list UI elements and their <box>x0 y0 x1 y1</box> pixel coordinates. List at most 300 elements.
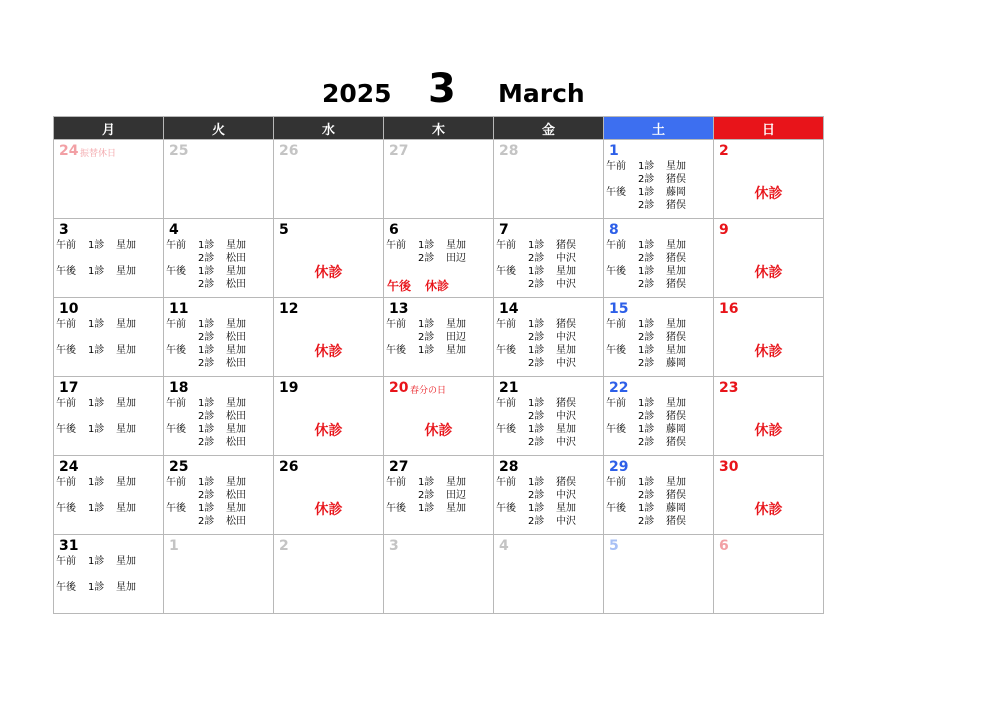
schedule-line <box>166 397 246 410</box>
doctor-schedule <box>496 318 576 370</box>
day-cell <box>384 219 494 298</box>
consultation-room: 1診 <box>88 582 105 593</box>
consultation-room: 2診 <box>528 332 545 343</box>
day-cell <box>274 219 384 298</box>
session-period: 午前 <box>606 161 626 172</box>
day-number: 26 <box>279 459 299 475</box>
consultation-room: 1診 <box>638 161 655 172</box>
weekday-tue: 火 <box>164 117 274 140</box>
weekday-sat: 土 <box>604 117 714 140</box>
session-period: 午前 <box>496 477 516 488</box>
day-cell <box>494 456 604 535</box>
session-period: 午前 <box>386 240 406 251</box>
doctor-schedule <box>386 318 466 357</box>
doctor-name: 中沢 <box>556 516 576 527</box>
calendar-title <box>0 62 1000 122</box>
schedule-line <box>166 489 246 502</box>
schedule-line <box>166 502 246 515</box>
consultation-room: 1診 <box>88 240 105 251</box>
doctor-name: 松田 <box>226 437 246 448</box>
doctor-name: 星加 <box>666 477 686 488</box>
doctor-name: 中沢 <box>556 437 576 448</box>
session-period <box>166 357 198 370</box>
doctor-name: 松田 <box>226 411 246 422</box>
schedule-line <box>606 173 686 186</box>
doctor-schedule <box>606 239 686 291</box>
schedule-line <box>606 199 686 212</box>
weekday-mon: 月 <box>54 117 164 140</box>
schedule-line <box>496 489 576 502</box>
doctor-name: 星加 <box>116 556 136 567</box>
consultation-room: 1診 <box>528 503 545 514</box>
closed-label: 休診 <box>424 423 453 439</box>
session-period: 午後 <box>56 266 76 277</box>
day-cell <box>274 140 384 219</box>
afternoon-closed <box>387 277 449 294</box>
schedule-line <box>166 265 246 278</box>
session-period <box>166 489 198 502</box>
session-period: 午後 <box>56 345 76 356</box>
doctor-name: 星加 <box>226 345 246 356</box>
session-period <box>606 436 638 449</box>
day-cell <box>54 298 164 377</box>
day-cell <box>54 456 164 535</box>
doctor-name: 星加 <box>446 345 466 356</box>
day-number: 25 <box>169 459 189 475</box>
day-cell <box>494 298 604 377</box>
consultation-room: 2診 <box>528 516 545 527</box>
schedule-line <box>56 318 136 331</box>
doctor-name: 猪俣 <box>666 332 686 343</box>
consultation-room: 2診 <box>528 411 545 422</box>
holiday-name: 振替休日 <box>80 149 117 159</box>
doctor-name: 星加 <box>116 266 136 277</box>
day-number: 1 <box>609 143 619 159</box>
day-cell <box>384 140 494 219</box>
day-number: 26 <box>279 143 299 159</box>
consultation-room: 1診 <box>638 503 655 514</box>
day-cell <box>494 140 604 219</box>
schedule-line <box>496 318 576 331</box>
day-number: 10 <box>59 301 79 317</box>
session-period: 午後 <box>166 266 186 277</box>
day-cell <box>604 298 714 377</box>
doctor-schedule <box>56 397 136 436</box>
doctor-name: 猪俣 <box>556 477 576 488</box>
doctor-schedule <box>166 476 246 528</box>
day-number: 1 <box>169 538 179 554</box>
day-number: 3 <box>59 222 69 238</box>
consultation-room: 2診 <box>418 253 435 264</box>
session-period <box>606 278 638 291</box>
schedule-line <box>496 278 576 291</box>
consultation-room: 2診 <box>638 516 655 527</box>
day-number: 3 <box>389 538 399 554</box>
session-period: 午前 <box>386 477 406 488</box>
session-period: 午後 <box>606 266 626 277</box>
consultation-room: 2診 <box>198 253 215 264</box>
schedule-line <box>386 489 466 502</box>
schedule-line <box>496 410 576 423</box>
session-period: 午後 <box>606 424 626 435</box>
day-cell <box>54 140 164 219</box>
session-period <box>606 173 638 186</box>
consultation-room: 2診 <box>198 437 215 448</box>
session-period <box>496 410 528 423</box>
title-year: 2025 <box>322 79 392 108</box>
schedule-line <box>386 344 466 357</box>
day-number: 24 <box>59 459 79 475</box>
doctor-name: 星加 <box>446 503 466 514</box>
doctor-schedule <box>606 476 686 528</box>
session-period: 午前 <box>496 398 516 409</box>
session-period <box>496 489 528 502</box>
day-number: 2 <box>719 143 729 159</box>
day-number: 22 <box>609 380 629 396</box>
closed-label: 休診 <box>314 423 343 439</box>
session-period <box>606 331 638 344</box>
session-period: 午前 <box>166 477 186 488</box>
session-period <box>496 252 528 265</box>
doctor-name: 猪俣 <box>666 253 686 264</box>
schedule-line <box>386 331 466 344</box>
consultation-room: 1診 <box>198 477 215 488</box>
schedule-line <box>166 252 246 265</box>
session-period <box>606 515 638 528</box>
consultation-room: 1診 <box>198 319 215 330</box>
doctor-name: 星加 <box>556 345 576 356</box>
consultation-room: 2診 <box>198 516 215 527</box>
session-period <box>166 410 198 423</box>
schedule-line <box>496 476 576 489</box>
calendar-week-row <box>54 535 824 614</box>
consultation-room: 1診 <box>88 556 105 567</box>
consultation-room: 1診 <box>528 398 545 409</box>
schedule-line <box>496 331 576 344</box>
schedule-line <box>496 252 576 265</box>
weekday-sun: 日 <box>714 117 824 140</box>
doctor-schedule <box>166 397 246 449</box>
doctor-name: 田辺 <box>446 253 466 264</box>
day-cell <box>714 219 824 298</box>
doctor-name: 星加 <box>666 240 686 251</box>
doctor-name: 星加 <box>226 503 246 514</box>
session-period <box>606 357 638 370</box>
schedule-line <box>166 331 246 344</box>
doctor-schedule <box>606 318 686 370</box>
day-cell <box>274 377 384 456</box>
consultation-room: 2診 <box>638 490 655 501</box>
session-period <box>166 436 198 449</box>
doctor-name: 星加 <box>116 240 136 251</box>
day-cell <box>604 219 714 298</box>
schedule-line <box>386 318 466 331</box>
schedule-line <box>56 502 136 515</box>
day-cell <box>164 140 274 219</box>
schedule-line <box>606 186 686 199</box>
day-number: 16 <box>719 301 739 317</box>
consultation-room: 2診 <box>638 279 655 290</box>
day-cell <box>164 377 274 456</box>
doctor-schedule <box>56 239 136 278</box>
schedule-line <box>606 160 686 173</box>
session-period: 午前 <box>56 319 76 330</box>
schedule-line <box>496 436 576 449</box>
schedule-line <box>386 239 466 252</box>
session-period <box>496 357 528 370</box>
day-number: 28 <box>499 459 519 475</box>
doctor-name: 星加 <box>556 266 576 277</box>
closed-label: 休診 <box>754 265 783 281</box>
day-number: 14 <box>499 301 519 317</box>
consultation-room: 1診 <box>528 240 545 251</box>
consultation-room: 2診 <box>638 253 655 264</box>
doctor-name: 中沢 <box>556 332 576 343</box>
doctor-name: 星加 <box>116 398 136 409</box>
day-number: 7 <box>499 222 509 238</box>
doctor-name: 星加 <box>666 161 686 172</box>
day-number: 25 <box>169 143 189 159</box>
session-period: 午前 <box>56 240 76 251</box>
session-period: 午前 <box>56 477 76 488</box>
consultation-room: 1診 <box>198 398 215 409</box>
schedule-line <box>496 239 576 252</box>
doctor-schedule <box>386 239 466 265</box>
day-number: 12 <box>279 301 299 317</box>
schedule-line <box>606 489 686 502</box>
calendar-week-row <box>54 298 824 377</box>
day-cell <box>164 456 274 535</box>
consultation-room: 1診 <box>418 240 435 251</box>
closed-label: 休診 <box>425 279 450 293</box>
session-period: 午前 <box>496 319 516 330</box>
doctor-name: 藤岡 <box>666 424 686 435</box>
doctor-schedule <box>496 397 576 449</box>
doctor-schedule <box>386 476 466 515</box>
schedule-line <box>56 476 136 489</box>
schedule-line <box>166 318 246 331</box>
session-period <box>606 489 638 502</box>
consultation-room: 1診 <box>198 424 215 435</box>
consultation-room: 1診 <box>418 345 435 356</box>
day-number: 6 <box>389 222 399 238</box>
schedule-line <box>496 515 576 528</box>
doctor-schedule <box>166 318 246 370</box>
session-period <box>166 515 198 528</box>
session-period <box>496 515 528 528</box>
title-month-english: March <box>498 79 585 108</box>
day-number: 21 <box>499 380 519 396</box>
consultation-room: 1診 <box>88 503 105 514</box>
day-cell <box>384 377 494 456</box>
consultation-room: 1診 <box>418 477 435 488</box>
session-period: 午後 <box>166 345 186 356</box>
doctor-name: 星加 <box>446 319 466 330</box>
schedule-line <box>166 239 246 252</box>
consultation-room: 2診 <box>198 332 215 343</box>
session-period: 午後 <box>496 424 516 435</box>
doctor-name: 田辺 <box>446 332 466 343</box>
schedule-line <box>606 278 686 291</box>
consultation-room: 2診 <box>418 490 435 501</box>
session-period: 午後 <box>56 424 76 435</box>
session-period <box>496 278 528 291</box>
session-period: 午前 <box>496 240 516 251</box>
session-period: 午前 <box>386 319 406 330</box>
session-period: 午後 <box>496 266 516 277</box>
doctor-schedule <box>56 318 136 357</box>
day-number: 8 <box>609 222 619 238</box>
doctor-name: 松田 <box>226 253 246 264</box>
schedule-line <box>166 515 246 528</box>
consultation-room: 1診 <box>88 345 105 356</box>
day-number: 19 <box>279 380 299 396</box>
session-period: 午後 <box>166 503 186 514</box>
doctor-name: 星加 <box>226 319 246 330</box>
consultation-room: 2診 <box>528 437 545 448</box>
weekday-header-row <box>54 117 824 140</box>
doctor-name: 星加 <box>116 319 136 330</box>
consultation-room: 1診 <box>638 424 655 435</box>
consultation-room: 2診 <box>638 332 655 343</box>
schedule-line <box>166 278 246 291</box>
day-number: 28 <box>499 143 519 159</box>
doctor-name: 猪俣 <box>666 411 686 422</box>
weekday-fri: 金 <box>494 117 604 140</box>
calendar-week-row <box>54 219 824 298</box>
doctor-name: 松田 <box>226 279 246 290</box>
doctor-name: 星加 <box>446 240 466 251</box>
day-number: 31 <box>59 538 79 554</box>
day-cell <box>604 140 714 219</box>
day-cell <box>274 456 384 535</box>
doctor-name: 星加 <box>556 503 576 514</box>
doctor-name: 星加 <box>226 477 246 488</box>
session-period <box>166 278 198 291</box>
session-period <box>386 489 418 502</box>
schedule-line <box>166 476 246 489</box>
doctor-name: 星加 <box>116 477 136 488</box>
day-cell <box>384 535 494 614</box>
session-period <box>606 199 638 212</box>
schedule-line <box>496 397 576 410</box>
schedule-line <box>166 423 246 436</box>
day-cell <box>714 140 824 219</box>
calendar-week-row <box>54 377 824 456</box>
doctor-name: 猪俣 <box>666 437 686 448</box>
consultation-room: 2診 <box>638 200 655 211</box>
day-cell <box>54 377 164 456</box>
day-cell <box>714 298 824 377</box>
session-period <box>496 436 528 449</box>
doctor-name: 中沢 <box>556 490 576 501</box>
closed-label: 休診 <box>314 265 343 281</box>
session-period: 午前 <box>166 398 186 409</box>
session-period: 午前 <box>56 556 76 567</box>
doctor-name: 藤岡 <box>666 358 686 369</box>
consultation-room: 2診 <box>638 411 655 422</box>
day-cell <box>274 535 384 614</box>
doctor-name: 猪俣 <box>556 398 576 409</box>
day-number: 4 <box>169 222 179 238</box>
schedule-line <box>606 252 686 265</box>
day-cell <box>604 377 714 456</box>
doctor-name: 星加 <box>666 398 686 409</box>
day-cell <box>384 456 494 535</box>
consultation-room: 2診 <box>638 437 655 448</box>
day-number: 27 <box>389 459 409 475</box>
holiday-name: 春分の日 <box>410 386 447 396</box>
doctor-schedule <box>496 239 576 291</box>
consultation-room: 1診 <box>638 477 655 488</box>
consultation-room: 1診 <box>638 398 655 409</box>
consultation-room: 1診 <box>88 477 105 488</box>
consultation-room: 2診 <box>198 279 215 290</box>
doctor-name: 藤岡 <box>666 187 686 198</box>
session-period: 午後 <box>606 187 626 198</box>
doctor-schedule <box>606 397 686 449</box>
consultation-room: 1診 <box>638 266 655 277</box>
session-period: 午後 <box>496 503 516 514</box>
doctor-name: 星加 <box>116 345 136 356</box>
session-period <box>166 331 198 344</box>
session-period: 午前 <box>56 398 76 409</box>
schedule-line <box>386 502 466 515</box>
day-cell <box>714 535 824 614</box>
schedule-line <box>606 515 686 528</box>
schedule-line <box>606 397 686 410</box>
day-cell <box>494 535 604 614</box>
day-number: 20 <box>389 380 409 396</box>
doctor-name: 星加 <box>116 424 136 435</box>
closed-label: 休診 <box>314 502 343 518</box>
closed-label: 休診 <box>754 186 783 202</box>
session-period <box>496 331 528 344</box>
schedule-line <box>606 410 686 423</box>
doctor-schedule <box>496 476 576 528</box>
schedule-line <box>496 357 576 370</box>
schedule-line <box>606 476 686 489</box>
closed-label: 休診 <box>754 423 783 439</box>
session-period <box>606 252 638 265</box>
consultation-room: 1診 <box>198 266 215 277</box>
consultation-room: 1診 <box>198 503 215 514</box>
session-period: 午後 <box>56 582 76 593</box>
day-number: 24 <box>59 143 79 159</box>
session-period: 午後 <box>56 503 76 514</box>
session-period: 午前 <box>166 319 186 330</box>
doctor-schedule <box>56 476 136 515</box>
doctor-name: 猪俣 <box>666 174 686 185</box>
consultation-room: 1診 <box>528 477 545 488</box>
doctor-name: 藤岡 <box>666 503 686 514</box>
title-month-number: 3 <box>428 66 456 112</box>
calendar-week-row <box>54 140 824 219</box>
doctor-name: 星加 <box>116 503 136 514</box>
session-period: 午後 <box>166 424 186 435</box>
doctor-name: 星加 <box>116 582 136 593</box>
consultation-room: 1診 <box>638 187 655 198</box>
doctor-name: 田辺 <box>446 490 466 501</box>
weekday-wed: 水 <box>274 117 384 140</box>
session-period <box>606 410 638 423</box>
session-period: 午後 <box>386 503 406 514</box>
doctor-name: 猪俣 <box>556 319 576 330</box>
schedule-line <box>606 423 686 436</box>
doctor-name: 中沢 <box>556 253 576 264</box>
doctor-schedule <box>606 160 686 212</box>
consultation-room: 1診 <box>198 240 215 251</box>
